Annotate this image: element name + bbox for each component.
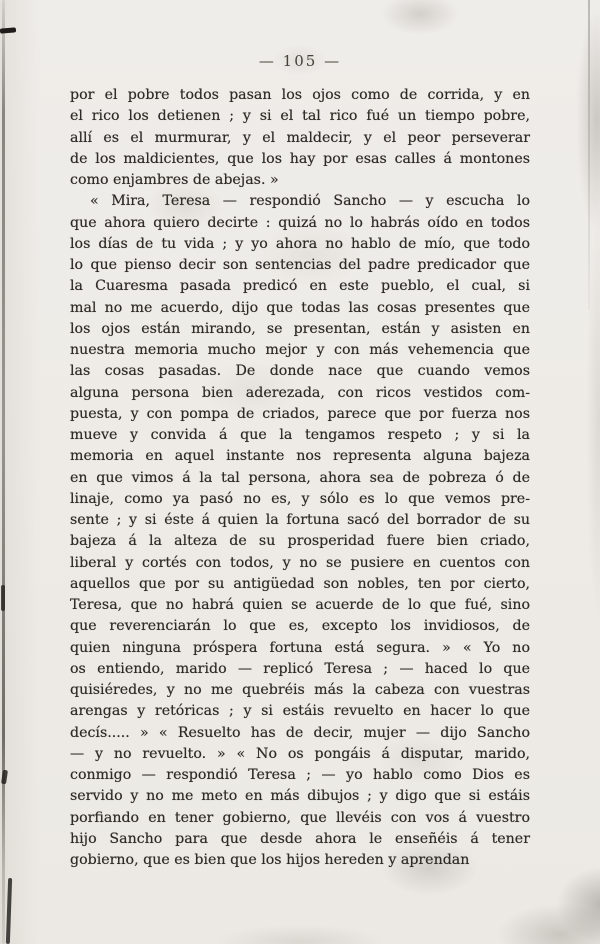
text-line: mal no me acuerdo, dijo que todas las cosas presentes que xyxy=(70,299,530,316)
text-line: por el pobre todos pasan los ojos como de corrida, y en xyxy=(70,87,530,103)
text-line: conmigo — respondió Teresa ; — yo hablo como Dios es xyxy=(70,767,530,783)
text-line: liberal y cortés con todos, y no se pusiere en cuentos con xyxy=(70,554,530,571)
page-text xyxy=(70,85,530,871)
text-line: aquellos que por su antigüedad son nobles, ten por cierto, xyxy=(70,575,530,592)
text-line: puesta, y con pompa de criados, parece que por fuerza nos xyxy=(70,405,530,422)
paragraph xyxy=(70,191,530,871)
text-line: linaje, como ya pasó no es, y sólo es lo que vemos pre- xyxy=(70,490,530,507)
text-line: que reverenciarán lo que es, excepto los invidiosos, de xyxy=(70,618,530,635)
page-number-header: — 105 — xyxy=(258,52,342,70)
text-line: mueve y convida á que la tengamos respeto ; y si la xyxy=(70,427,530,443)
binding-mark xyxy=(6,878,12,944)
text-line: lo que pienso decir son sentencias del padre predicador que xyxy=(70,257,530,273)
text-line: — y no revuelto. » « No os pongáis á disputar, marido, xyxy=(70,745,530,762)
text-line: arengas y retóricas ; y si estáis revuelto en hacer lo que xyxy=(70,703,530,720)
text-line: servido y no me meto en más dibujos ; y digo que si estáis xyxy=(70,788,530,805)
binding-mark xyxy=(1,585,5,611)
text-line: os entiendo, marido — replicó Teresa ; — haced lo que xyxy=(70,660,530,677)
text-line: nuestra memoria mucho mejor y con más vehemencia que xyxy=(70,342,530,358)
text-line: bajeza á la alteza de su prosperidad fuere bien criado, xyxy=(70,533,530,550)
text-line: el rico los detienen ; y si el tal rico fué un tiempo pobre, xyxy=(70,108,530,125)
text-line: de los maldicientes, que los hay por esas calles á montones xyxy=(70,150,530,167)
paragraph xyxy=(70,85,530,191)
text-line: las cosas pasadas. De donde nace que cuando vemos xyxy=(70,363,530,380)
text-line: alguna persona bien aderezada, con ricos vestidos com- xyxy=(70,384,530,401)
binding-edge-line xyxy=(2,0,5,944)
text-line: como enjambres de abejas. » xyxy=(70,172,279,188)
text-line: gobierno, que es bien que los hijos hereden y aprendan xyxy=(70,852,470,868)
binding-mark xyxy=(0,27,16,33)
text-line: los ojos están mirando, se presentan, están y asisten en xyxy=(70,320,530,337)
text-line: Teresa, que no habrá quien se acuerde de lo que fué, sino xyxy=(70,597,530,613)
text-line: en que vimos á la tal persona, ahora sea de pobreza ó de xyxy=(70,469,530,486)
text-line: sente ; y si éste á quien la fortuna sacó del borrador de su xyxy=(70,512,530,528)
binding-mark xyxy=(1,770,8,785)
page-edge-shadow xyxy=(588,0,590,310)
text-line: hijo Sancho para que desde ahora le enseñéis á tener xyxy=(70,830,530,847)
text-line: quisiéredes, y no me quebréis más la cabeza con vuestras xyxy=(70,682,530,698)
text-line: decís..... » « Resuelto has de decir, mujer — dijo Sancho xyxy=(70,724,530,741)
text-line: que ahora quiero decirte : quizá no lo habrás oído en todos xyxy=(70,214,530,231)
text-line: allí es el murmurar, y el maldecir, y el peor perseverar xyxy=(70,129,530,146)
text-line: « Mira, Teresa — respondió Sancho — y escucha lo xyxy=(90,193,530,210)
text-line: memoria en aquel instante nos representa alguna bajeza xyxy=(70,448,530,465)
text-line: los días de tu vida ; y yo ahora no hablo de mío, que todo xyxy=(70,235,530,252)
text-line: la Cuaresma pasada predicó en este pueblo, el cual, si xyxy=(70,278,530,295)
text-line: porfiando en tener gobierno, que llevéis con vos á vuestro xyxy=(70,809,530,826)
text-line: quien ninguna próspera fortuna está segura. » « Yo no xyxy=(70,639,530,656)
